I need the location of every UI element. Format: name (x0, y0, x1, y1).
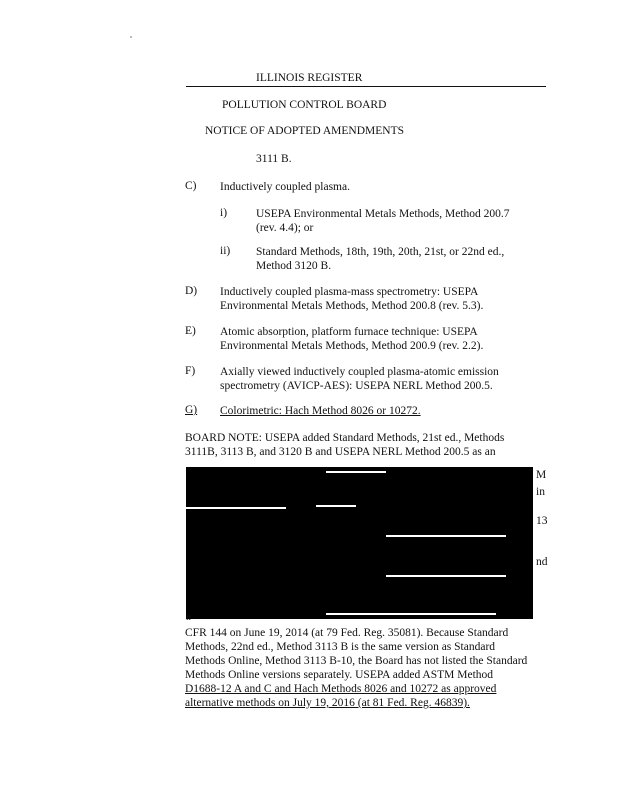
item-c-ii-line1: Standard Methods, 18th, 19th, 20th, 21st, or 22nd ed., (256, 246, 505, 258)
header-rule (186, 86, 546, 87)
item-g-label: G) (185, 404, 198, 416)
redaction-block (186, 467, 533, 619)
note-line-7: D1688-12 A and C and Hach Methods 8026 and 10272 as approved (185, 683, 497, 695)
note-line-2: 3111B, 3113 B, and 3120 B and USEPA NERL Method 200.5 as an (185, 446, 496, 458)
scan-noise (386, 575, 506, 577)
item-c-ii-label: ii) (220, 245, 231, 257)
scan-noise (326, 471, 386, 473)
scan-noise (386, 535, 506, 537)
register-title: ILLINOIS REGISTER (256, 72, 363, 84)
item-d-label: D) (185, 285, 198, 297)
note-fragment-right-1: M (536, 469, 547, 481)
item-c-label: C) (185, 180, 197, 192)
item-f-line1: Axially viewed inductively coupled plasma-atomic emission (220, 366, 499, 378)
item-e-line1: Atomic absorption, platform furnace technique: USEPA (220, 326, 478, 338)
item-c-text: Inductively coupled plasma. (220, 181, 350, 193)
note-fragment-right-3: 13 (536, 515, 548, 527)
note-fragment-right-4: nd (536, 556, 548, 568)
note-fragment-left: ff (186, 613, 192, 622)
note-line-1: BOARD NOTE: USEPA added Standard Methods, 21st ed., Methods (185, 432, 505, 444)
note-line-4: Methods, 22nd ed., Method 3113 B is the same version as Standard (185, 641, 496, 653)
item-d-line2: Environmental Metals Methods, Method 200.8 (rev. 5.3). (220, 300, 484, 312)
scan-noise (186, 507, 286, 509)
board-name: POLLUTION CONTROL BOARD (222, 99, 387, 111)
note-line-5: Methods Online, Method 3113 B-10, the Board has not listed the Standard (185, 655, 528, 667)
note-line-8: alternative methods on July 19, 2016 (at 81 Fed. Reg. 46839). (185, 697, 470, 709)
item-c-ii-line2: Method 3120 B. (256, 260, 332, 272)
note-fragment-right-2: in (536, 486, 545, 498)
item-g-text: Colorimetric: Hach Method 8026 or 10272. (220, 405, 421, 417)
note-line-6: Methods Online versions separately. USEPA added ASTM Method (185, 669, 494, 681)
item-e-line2: Environmental Metals Methods, Method 200.9 (rev. 2.2). (220, 340, 484, 352)
notice-title: NOTICE OF ADOPTED AMENDMENTS (205, 125, 405, 137)
scan-noise (316, 505, 356, 507)
continuation-text: 3111 B. (256, 153, 292, 165)
item-f-line2: spectrometry (AVICP-AES): USEPA NERL Method 200.5. (220, 380, 493, 392)
scan-noise (326, 613, 496, 615)
item-c-i-line2: (rev. 4.4); or (256, 222, 314, 234)
scan-speck (130, 36, 132, 38)
item-e-label: E) (185, 325, 196, 337)
item-d-line1: Inductively coupled plasma-mass spectrometry: USEPA (220, 286, 479, 298)
item-f-label: F) (185, 365, 196, 377)
item-c-i-label: i) (220, 207, 228, 219)
item-c-i-line1: USEPA Environmental Metals Methods, Method 200.7 (256, 208, 510, 220)
note-line-3: CFR 144 on June 19, 2014 (at 79 Fed. Reg. 35081). Because Standard (185, 627, 509, 639)
